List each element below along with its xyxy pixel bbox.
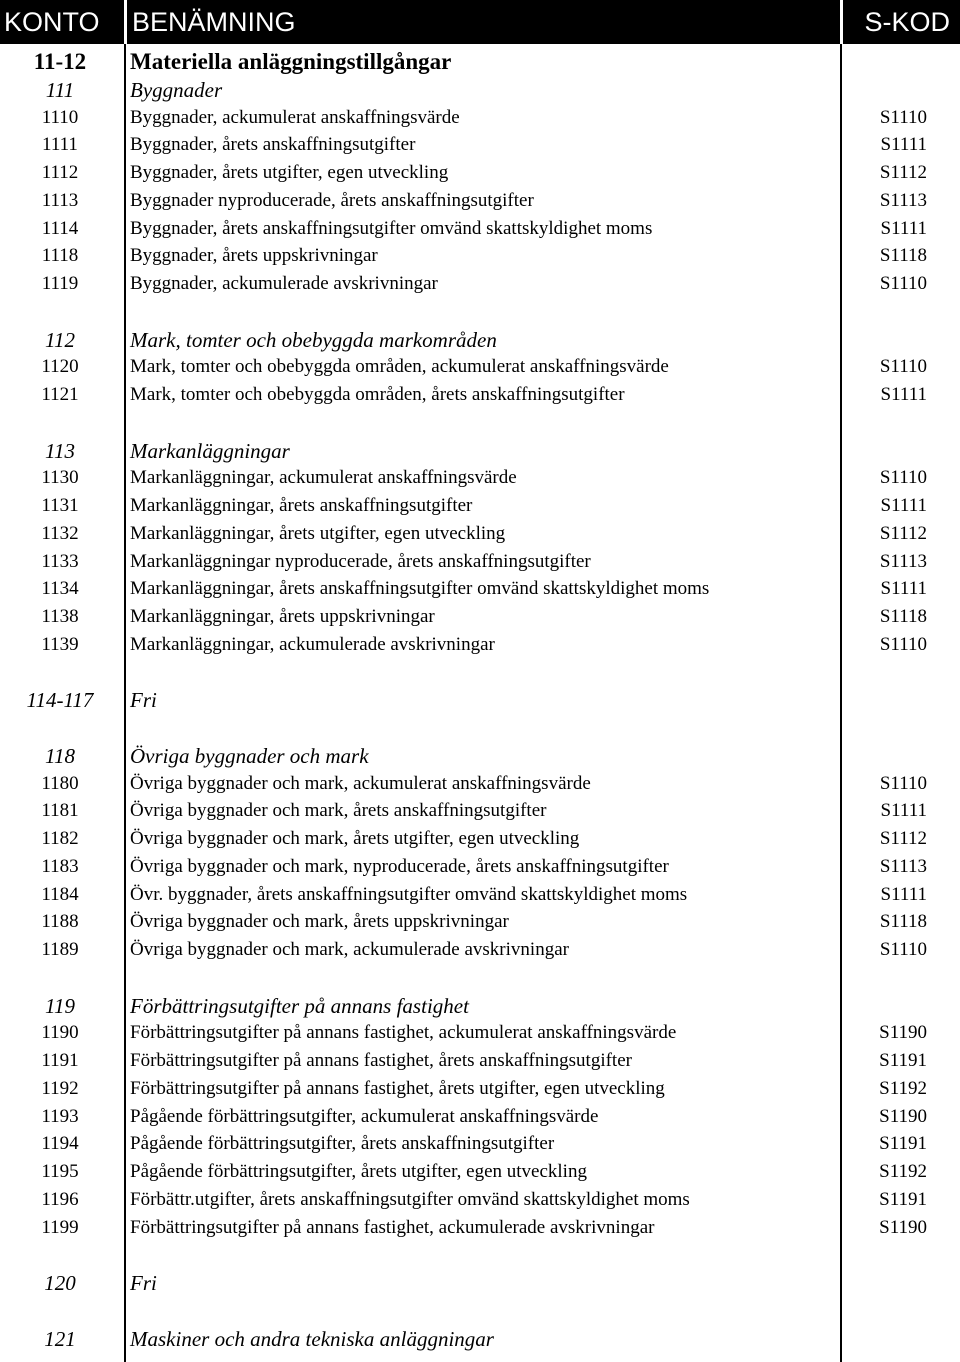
account-code: 1131 [41, 495, 79, 516]
account-code: 1192 [41, 1078, 79, 1099]
account-code: 1195 [41, 1161, 79, 1182]
table-row [0, 381, 960, 409]
account-name: Övriga byggnader och mark [130, 744, 369, 768]
account-code: 1193 [41, 1106, 79, 1127]
account-skod: S1111 [880, 884, 927, 905]
account-code: 1188 [41, 911, 79, 932]
table-row [0, 159, 960, 187]
account-code: 1130 [41, 467, 79, 488]
table-row [0, 187, 960, 215]
table-row [0, 1186, 960, 1214]
account-code: 119 [45, 994, 75, 1018]
account-skod: S1112 [879, 828, 927, 849]
account-name: Mark, tomter och obebyggda markområden [130, 328, 497, 352]
account-skod: S1110 [879, 634, 927, 655]
account-name: Markanläggningar, ackumulerat anskaffningsvärde [130, 467, 517, 488]
header-konto: KONTO [4, 7, 100, 37]
account-skod: S1192 [879, 1078, 927, 1099]
account-code: 1110 [41, 107, 79, 128]
group-row [0, 326, 960, 354]
account-code: 1180 [41, 773, 79, 794]
account-name: Övriga byggnader och mark, årets anskaffningsutgifter [130, 800, 547, 821]
table-row [0, 1075, 960, 1103]
account-name: Förbättr.utgifter, årets anskaffningsutgifter omvänd skattskyldighet moms [130, 1189, 690, 1210]
table-row [0, 797, 960, 825]
account-name: Byggnader nyproducerade, årets anskaffningsutgifter [130, 190, 534, 211]
account-code: 1118 [41, 245, 79, 266]
account-skod: S1111 [880, 384, 927, 405]
account-skod: S1118 [879, 606, 927, 627]
account-code: 1119 [41, 273, 79, 294]
table-row [0, 1130, 960, 1158]
account-code: 1133 [41, 551, 79, 572]
account-name: Maskiner och andra tekniska anläggningar [130, 1327, 494, 1351]
account-skod: S1118 [879, 245, 927, 266]
account-name: Övr. byggnader, årets anskaffningsutgifter omvänd skattskyldighet moms [130, 884, 688, 905]
account-name: Fri [130, 688, 157, 712]
account-code: 111 [45, 78, 75, 102]
account-name: Fri [130, 1271, 157, 1295]
account-code: 11-12 [33, 49, 87, 74]
table-row [0, 270, 960, 298]
account-name: Förbättringsutgifter på annans fastighet, årets anskaffningsutgifter [130, 1050, 632, 1071]
account-code: 1190 [41, 1022, 79, 1043]
account-skod: S1112 [879, 162, 927, 183]
account-code: 1182 [41, 828, 79, 849]
account-code: 1196 [41, 1189, 79, 1210]
account-code: 1181 [41, 800, 79, 821]
account-code: 114-117 [26, 688, 94, 712]
account-skod: S1192 [879, 1161, 927, 1182]
table-row [0, 1158, 960, 1186]
account-skod: S1111 [880, 218, 927, 239]
account-name: Förbättringsutgifter på annans fastighet, ackumulerade avskrivningar [130, 1217, 655, 1238]
account-skod: S1191 [879, 1050, 927, 1071]
table-row [0, 1214, 960, 1242]
account-name: Pågående förbättringsutgifter, ackumulerat anskaffningsvärde [130, 1106, 599, 1127]
account-code: 1183 [41, 856, 79, 877]
account-skod: S1110 [879, 107, 927, 128]
account-code: 1114 [41, 218, 79, 239]
account-name: Pågående förbättringsutgifter, årets utgifter, egen utveckling [130, 1161, 587, 1182]
account-name: Förbättringsutgifter på annans fastighet [130, 994, 469, 1018]
account-name: Mark, tomter och obebyggda områden, ackumulerat anskaffningsvärde [130, 356, 669, 377]
account-skod: S1113 [879, 551, 927, 572]
account-skod: S1110 [879, 939, 927, 960]
account-name: Byggnader, årets anskaffningsutgifter omvänd skattskyldighet moms [130, 218, 653, 239]
table-row [0, 520, 960, 548]
group-row [0, 992, 960, 1020]
table-row [0, 548, 960, 576]
account-name: Förbättringsutgifter på annans fastighet, årets utgifter, egen utveckling [130, 1078, 665, 1099]
account-name: Övriga byggnader och mark, årets uppskrivningar [130, 911, 509, 932]
account-name: Byggnader [130, 78, 223, 102]
account-code: 1132 [41, 523, 79, 544]
table-row [0, 825, 960, 853]
account-name: Markanläggningar [130, 439, 290, 463]
account-skod: S1111 [880, 800, 927, 821]
main-section-row [0, 48, 960, 76]
account-name: Markanläggningar, årets anskaffningsutgifter omvänd skattskyldighet moms [130, 578, 710, 599]
account-code: 1121 [41, 384, 79, 405]
group-row [0, 437, 960, 465]
account-skod: S1190 [879, 1022, 927, 1043]
account-skod: S1110 [879, 773, 927, 794]
account-skod: S1111 [880, 495, 927, 516]
group-row [0, 1325, 960, 1353]
account-name: Markanläggningar nyproducerade, årets anskaffningsutgifter [130, 551, 591, 572]
account-skod: S1190 [879, 1106, 927, 1127]
account-skod: S1110 [879, 467, 927, 488]
account-code: 1184 [41, 884, 79, 905]
table-row [0, 1047, 960, 1075]
account-skod: S1110 [879, 273, 927, 294]
table-row [0, 242, 960, 270]
table-row [0, 215, 960, 243]
table-row [0, 104, 960, 132]
account-skod: S1112 [879, 523, 927, 544]
table-row [0, 908, 960, 936]
account-name: Markanläggningar, årets anskaffningsutgifter [130, 495, 473, 516]
header-benamning: BENÄMNING [132, 7, 296, 37]
account-code: 1138 [41, 606, 79, 627]
account-name: Övriga byggnader och mark, årets utgifter, egen utveckling [130, 828, 580, 849]
account-name: Mark, tomter och obebyggda områden, årets anskaffningsutgifter [130, 384, 625, 405]
account-code: 118 [45, 744, 75, 768]
table-row [0, 631, 960, 659]
account-code: 120 [44, 1271, 76, 1295]
account-name: Pågående förbättringsutgifter, årets anskaffningsutgifter [130, 1133, 555, 1154]
account-skod: S1191 [879, 1189, 927, 1210]
account-name: Byggnader, årets anskaffningsutgifter [130, 134, 416, 155]
table-row [0, 603, 960, 631]
account-code: 1113 [41, 190, 79, 211]
account-code: 113 [45, 439, 75, 463]
account-name: Byggnader, ackumulerat anskaffningsvärde [130, 107, 460, 128]
account-skod: S1190 [879, 1217, 927, 1238]
account-skod: S1111 [880, 134, 927, 155]
table-row [0, 492, 960, 520]
account-skod: S1113 [879, 190, 927, 211]
account-name: Förbättringsutgifter på annans fastighet, ackumulerat anskaffningsvärde [130, 1022, 677, 1043]
table-row [0, 575, 960, 603]
table-row [0, 464, 960, 492]
group-row [0, 76, 960, 104]
account-code: 1199 [41, 1217, 79, 1238]
account-name: Övriga byggnader och mark, ackumulerat anskaffningsvärde [130, 773, 591, 794]
account-skod: S1191 [879, 1133, 927, 1154]
table-row [0, 853, 960, 881]
group-row [0, 1269, 960, 1297]
table-row [0, 770, 960, 798]
account-code: 121 [44, 1327, 76, 1351]
group-row [0, 686, 960, 714]
group-row [0, 742, 960, 770]
account-name: Byggnader, årets uppskrivningar [130, 245, 378, 266]
account-name: Materiella anläggningstillgångar [130, 49, 452, 74]
table-row [0, 353, 960, 381]
account-name: Byggnader, ackumulerade avskrivningar [130, 273, 438, 294]
account-skod: S1110 [879, 356, 927, 377]
table-row [0, 936, 960, 964]
account-code: 1189 [41, 939, 79, 960]
account-name: Markanläggningar, årets utgifter, egen utveckling [130, 523, 506, 544]
account-name: Byggnader, årets utgifter, egen utveckling [130, 162, 449, 183]
account-name: Markanläggningar, ackumulerade avskrivningar [130, 634, 495, 655]
account-code: 1120 [41, 356, 79, 377]
account-code: 112 [45, 328, 75, 352]
account-name: Övriga byggnader och mark, ackumulerade avskrivningar [130, 939, 569, 960]
account-code: 1194 [41, 1133, 79, 1154]
account-skod: S1113 [879, 856, 927, 877]
account-code: 1139 [41, 634, 79, 655]
table-row [0, 131, 960, 159]
table-row [0, 1019, 960, 1047]
account-skod: S1111 [880, 578, 927, 599]
account-code: 1191 [41, 1050, 79, 1071]
account-name: Övriga byggnader och mark, nyproducerade, årets anskaffningsutgifter [130, 856, 669, 877]
table-row [0, 1103, 960, 1131]
account-code: 1112 [41, 162, 79, 183]
account-name: Markanläggningar, årets uppskrivningar [130, 606, 435, 627]
account-code: 1111 [42, 134, 78, 155]
table-row [0, 881, 960, 909]
header-skod: S-KOD [864, 7, 950, 37]
account-skod: S1118 [879, 911, 927, 932]
account-code: 1134 [41, 578, 79, 599]
